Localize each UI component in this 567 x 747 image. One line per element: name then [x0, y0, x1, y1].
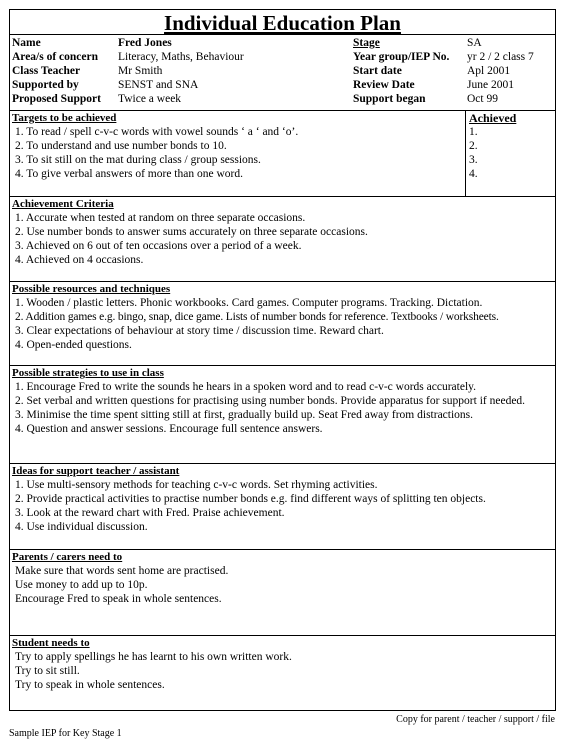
list-item: Try to sit still. — [15, 665, 80, 677]
areas-label: Area/s of concern — [12, 51, 99, 63]
info-row — [10, 92, 555, 106]
start-date-label: Start date — [353, 65, 402, 77]
ideas-heading: Ideas for support teacher / assistant — [12, 465, 180, 477]
resources-list — [15, 296, 549, 352]
list-item: 2. To understand and use number bonds to 10. — [15, 140, 227, 152]
list-item: 4. Use individual discussion. — [15, 521, 148, 533]
stage-value: SA — [467, 37, 482, 49]
areas-value: Literacy, Maths, Behaviour — [118, 51, 244, 63]
list-item: 3. Clear expectations of behaviour at story time / discussion time. Reward chart. — [15, 325, 384, 337]
list-item: Encourage Fred to speak in whole sentences. — [15, 593, 222, 605]
parents-section — [10, 550, 555, 636]
list-item: 4. To give verbal answers of more than one word. — [15, 168, 243, 180]
ideas-list — [15, 478, 549, 534]
list-item: 3. — [469, 154, 478, 166]
list-item: 3. Look at the reward chart with Fred. Praise achievement. — [15, 507, 285, 519]
list-item: Make sure that words sent home are practised. — [15, 565, 229, 577]
support-began-value: Oct 99 — [467, 93, 498, 105]
list-item: Use money to add up to 10p. — [15, 579, 148, 591]
list-item: 2. Addition games e.g. bingo, snap, dice game. Lists of number bonds for reference. Textbooks / worksheets. — [15, 311, 499, 323]
support-ideas-section — [10, 464, 555, 550]
page-title: Individual Education Plan — [10, 10, 555, 35]
list-item: 2. Use number bonds to answer sums accurately on three separate occasions. — [15, 226, 368, 238]
list-item: 1. Use multi-sensory methods for teaching c-v-c words. Set rhyming activities. — [15, 479, 378, 491]
list-item: 1. — [469, 126, 478, 138]
list-item: 4. Question and answer sessions. Encourage full sentence answers. — [15, 423, 323, 435]
support-began-label: Support began — [353, 93, 426, 105]
year-group-value: yr 2 / 2 class 7 — [467, 51, 534, 63]
info-row — [10, 50, 555, 64]
review-date-label: Review Date — [353, 79, 415, 91]
achieved-list — [469, 125, 549, 181]
list-item: Try to speak in whole sentences. — [15, 679, 165, 691]
achievement-criteria-section — [10, 197, 555, 282]
stage-label: Stage — [353, 37, 380, 49]
strategies-heading: Possible strategies to use in class — [12, 367, 164, 379]
year-group-label: Year group/IEP No. — [353, 51, 450, 63]
list-item: 4. Open-ended questions. — [15, 339, 132, 351]
parents-heading: Parents / carers need to — [12, 551, 123, 563]
targets-section — [10, 111, 555, 197]
sample-note: Sample IEP for Key Stage 1 — [9, 728, 122, 739]
targets-heading: Targets to be achieved — [12, 112, 117, 124]
list-item: 4. Achieved on 4 occasions. — [15, 254, 144, 266]
list-item: 4. — [469, 168, 478, 180]
strategies-list — [15, 380, 549, 436]
proposed-support-value: Twice a week — [118, 93, 182, 105]
parents-list — [15, 564, 549, 606]
list-item: 2. — [469, 140, 478, 152]
list-item: 1. Encourage Fred to write the sounds he hears in a spoken word and to read c-v-c words accurately. — [15, 381, 477, 393]
class-teacher-value: Mr Smith — [118, 65, 163, 77]
info-row — [10, 36, 555, 50]
targets-column — [10, 111, 466, 196]
list-item: 1. Wooden / plastic letters. Phonic workbooks. Card games. Computer programs. Tracking. Dictation. — [15, 297, 483, 309]
list-item: 3. Achieved on 6 out of ten occasions over a period of a week. — [15, 240, 302, 252]
list-item: Try to apply spellings he has learnt to his own written work. — [15, 651, 292, 663]
list-item: 1. Accurate when tested at random on three separate occasions. — [15, 212, 306, 224]
list-item: 2. Provide practical activities to practise number bonds e.g. find different ways of splitting ten objects. — [15, 493, 486, 505]
supported-by-value: SENST and SNA — [118, 79, 199, 91]
list-item: 3. To sit still on the mat during class / group sessions. — [15, 154, 261, 166]
achievement-heading: Achievement Criteria — [12, 198, 114, 210]
student-heading: Student needs to — [12, 637, 90, 649]
name-value: Fred Jones — [118, 37, 172, 49]
student-section — [10, 636, 555, 712]
student-list — [15, 650, 549, 692]
info-row — [10, 64, 555, 78]
iep-form — [9, 9, 556, 711]
start-date-value: Apl 2001 — [467, 65, 511, 77]
achievement-list — [15, 211, 549, 267]
class-teacher-label: Class Teacher — [12, 65, 81, 77]
strategies-section — [10, 366, 555, 464]
copy-note: Copy for parent / teacher / support / file — [396, 714, 555, 725]
name-label: Name — [12, 37, 41, 49]
review-date-value: June 2001 — [467, 79, 514, 91]
student-info — [10, 35, 555, 111]
achieved-column — [466, 111, 555, 196]
supported-by-label: Supported by — [12, 79, 79, 91]
resources-heading: Possible resources and techniques — [12, 283, 171, 295]
list-item: 3. Minimise the time spent sitting still at first, gradually build up. Seat Fred away from distractions. — [15, 409, 474, 421]
achieved-heading: Achieved — [469, 111, 517, 125]
list-item: 2. Set verbal and written questions for practising using number bonds. Provide apparatus for support if needed. — [15, 395, 526, 407]
resources-section — [10, 282, 555, 366]
targets-list — [15, 125, 459, 181]
proposed-support-label: Proposed Support — [12, 93, 101, 105]
info-row — [10, 78, 555, 92]
list-item: 1. To read / spell c-v-c words with vowel sounds ‘ a ‘ and ‘o’. — [15, 126, 299, 138]
